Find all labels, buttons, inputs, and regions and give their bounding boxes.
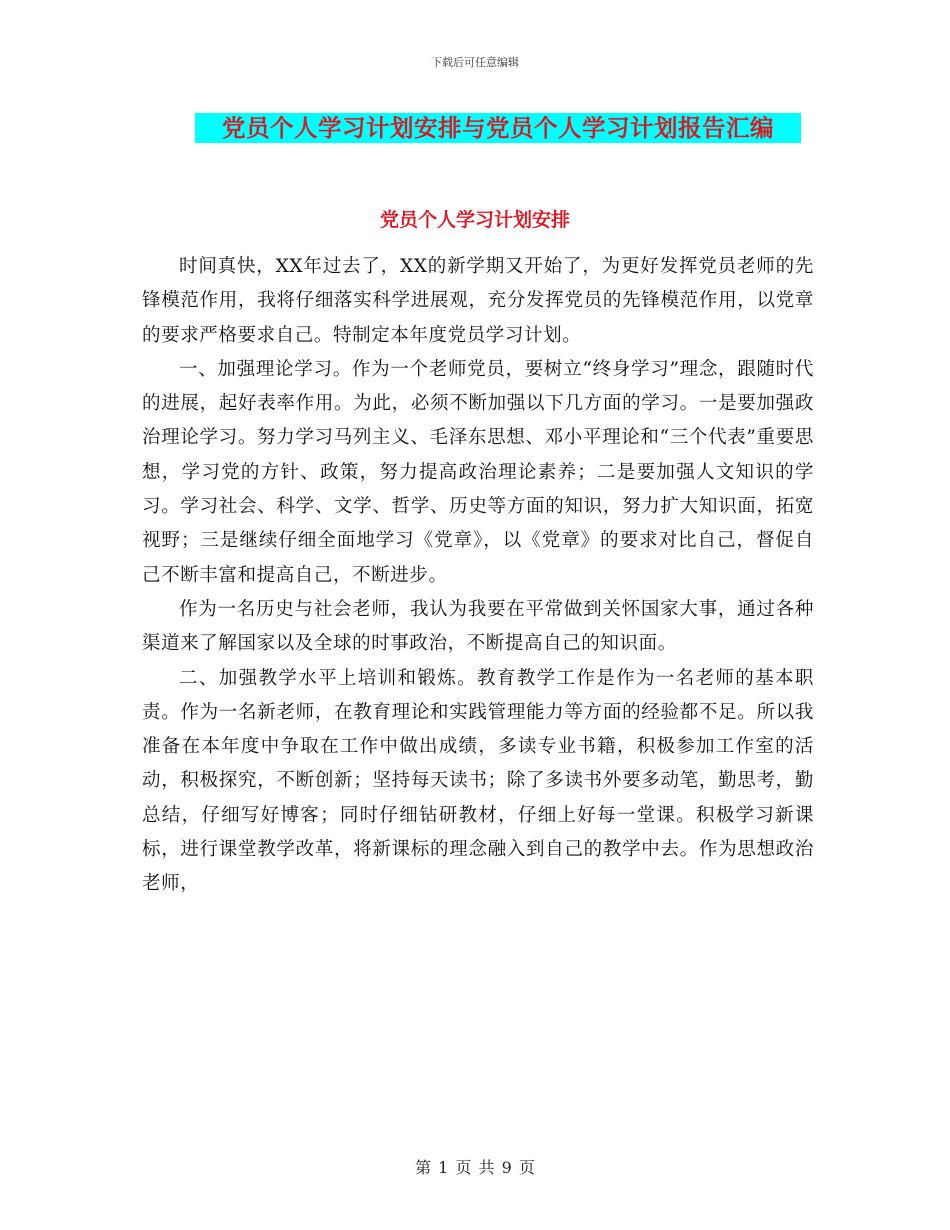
- document-body: [142, 250, 814, 902]
- header-note: 下载后可任意编辑: [431, 56, 519, 69]
- paragraph: 作为一名历史与社会老师，我认为我要在平常做到关怀国家大事，通过各种渠道来了解国家以及全球的时事政治，不断提高自己的知识面。: [142, 598, 814, 655]
- paragraph: 二、加强教学水平上培训和锻炼。教育教学工作是作为一名老师的基本职责。作为一名新老师，在教育理论和实践管理能力等方面的经验都不足。所以我准备在本年度中争取在工作中做出成绩，多读专业书籍，积极参加工作室的活动，积极探究，不断创新；坚持每天读书；除了多读书外要多动笔，勤思考，勤总结，仔细写好博客；同时仔细钻研教材，仔细上好每一堂课。积极学习新课标，进行课堂教学改革，将新课标的理念融入到自己的教学中去。作为思想政治老师，: [142, 667, 814, 895]
- section-title: 党员个人学习计划安排: [379, 209, 570, 231]
- page-number: 第 1 页 共 9 页: [415, 1158, 535, 1177]
- paragraph: 一、加强理论学习。作为一个老师党员，要树立“终身学习”理念，跟随时代的进展，起好表率作用。为此，必须不断加强以下几方面的学习。一是要加强政治理论学习。努力学习马列主义、毛泽东思想、邓小平理论和“三个代表”重要思想，学习党的方针、政策，努力提高政治理论素养；二是要加强人文知识的学习。学习社会、科学、文学、哲学、历史等方面的知识，努力扩大知识面，拓宽视野；三是继续仔细全面地学习《党章》，以《党章》的要求对比自己，督促自己不断丰富和提高自己，不断进步。: [142, 358, 814, 586]
- paragraph: 时间真快，XX年过去了，XX的新学期又开始了，为更好发挥党员老师的先锋模范作用，我将仔细落实科学进展观，充分发挥党员的先锋模范作用，以党章的要求严格要求自己。特制定本年度党员学习计划。: [142, 256, 814, 346]
- document-title: 党员个人学习计划安排与党员个人学习计划报告汇编: [195, 113, 801, 143]
